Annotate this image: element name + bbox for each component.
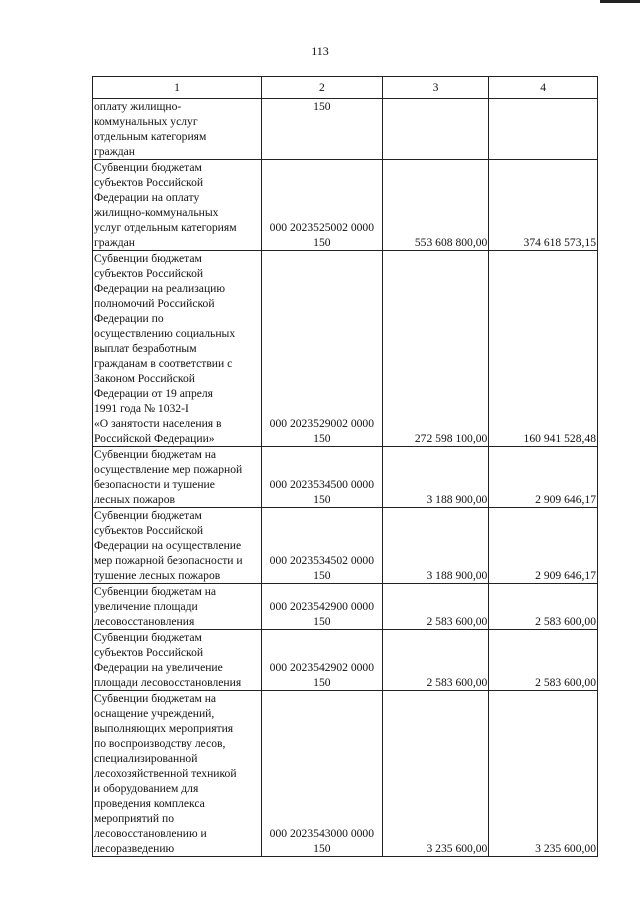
table-row xyxy=(93,630,598,691)
row-col4: 2 583 600,00 xyxy=(489,584,598,630)
row-code: 000 2023525002 0000 150 xyxy=(262,160,383,251)
row-name: Субвенции бюджетам субъектов Российской Федерации на осуществление мер пожарной безопасности и тушение лесных пожаров xyxy=(93,508,262,584)
row-col4: 374 618 573,15 xyxy=(489,160,598,251)
row-col3 xyxy=(382,99,489,160)
table-row xyxy=(93,508,598,584)
row-code: 150 xyxy=(262,99,383,160)
row-col3: 3 235 600,00 xyxy=(382,691,489,857)
row-code: 000 2023534500 0000 150 xyxy=(262,447,383,508)
table-row xyxy=(93,691,598,857)
row-col3: 2 583 600,00 xyxy=(382,630,489,691)
row-code: 000 2023529002 0000 150 xyxy=(262,251,383,447)
row-name: оплату жилищно- коммунальных услуг отдельным категориям граждан xyxy=(93,99,262,160)
row-col4: 160 941 528,48 xyxy=(489,251,598,447)
row-name: Субвенции бюджетам субъектов Российской Федерации на реализацию полномочий Российской Федерации по осуществлению социальных выплат безработным гражданам в соответствии с Законом Российской Федерации от 19 апреля 1991 года № 1032-I «О занятости населения в Российской Федерации» xyxy=(93,251,262,447)
scan-edge-mark xyxy=(600,0,640,3)
row-code: 000 2023534502 0000 150 xyxy=(262,508,383,584)
row-col3: 3 188 900,00 xyxy=(382,447,489,508)
table-header-row xyxy=(93,77,598,99)
table-row xyxy=(93,447,598,508)
row-col4: 2 909 646,17 xyxy=(489,447,598,508)
row-col4: 3 235 600,00 xyxy=(489,691,598,857)
budget-table xyxy=(92,76,598,857)
row-name: Субвенции бюджетам субъектов Российской Федерации на увеличение площади лесовосстановления xyxy=(93,630,262,691)
row-name: Субвенции бюджетам на увеличение площади лесовосстановления xyxy=(93,584,262,630)
row-code: 000 2023542900 0000 150 xyxy=(262,584,383,630)
row-col4: 2 909 646,17 xyxy=(489,508,598,584)
row-col4: 2 583 600,00 xyxy=(489,630,598,691)
table-row xyxy=(93,160,598,251)
row-code: 000 2023543000 0000 150 xyxy=(262,691,383,857)
row-code: 000 2023542902 0000 150 xyxy=(262,630,383,691)
row-col3: 553 608 800,00 xyxy=(382,160,489,251)
row-col4 xyxy=(489,99,598,160)
column-header: 4 xyxy=(489,77,598,99)
row-col3: 2 583 600,00 xyxy=(382,584,489,630)
table-row xyxy=(93,251,598,447)
page-number: 113 xyxy=(311,44,329,58)
column-header: 1 xyxy=(93,77,262,99)
column-header: 2 xyxy=(262,77,383,99)
row-col3: 272 598 100,00 xyxy=(382,251,489,447)
row-name: Субвенции бюджетам на оснащение учреждений, выполняющих мероприятия по воспроизводству лесов, специализированной лесохозяйственной техникой и оборудованием для проведения комплекса мероприятий по лесовосстановлению и лесоразведению xyxy=(93,691,262,857)
table-row xyxy=(93,99,598,160)
table-row xyxy=(93,584,598,630)
row-name: Субвенции бюджетам субъектов Российской Федерации на оплату жилищно-коммунальных услуг отдельным категориям граждан xyxy=(93,160,262,251)
row-col3: 3 188 900,00 xyxy=(382,508,489,584)
column-header: 3 xyxy=(382,77,489,99)
row-name: Субвенции бюджетам на осуществление мер пожарной безопасности и тушение лесных пожаров xyxy=(93,447,262,508)
